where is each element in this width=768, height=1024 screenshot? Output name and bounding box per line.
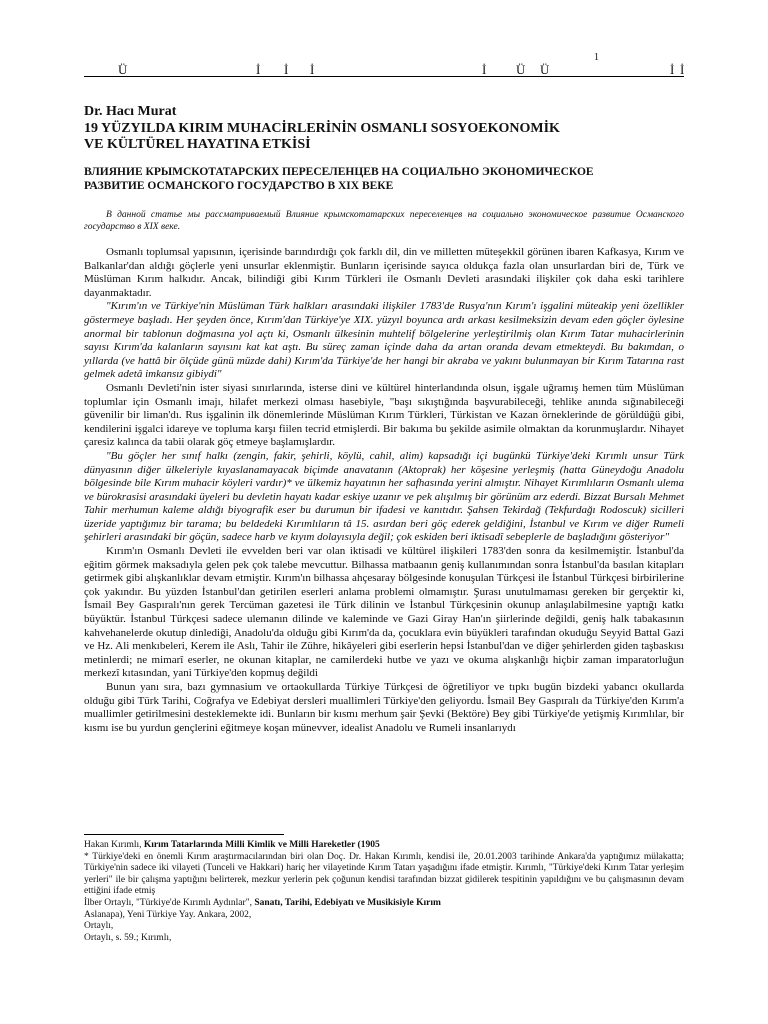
footnote: İlber Ortaylı, "Türkiye'de Kırımlı Aydınlar", Sanatı, Tarihi, Edebiyatı ve Musikisiyle Kırım [84,897,441,908]
article-body [84,246,684,735]
header-letter: İ [670,62,675,77]
footnote-rule [84,834,284,835]
russian-title-line: ВЛИЯНИЕ КРЫМСКОТАТАРСКИХ ПЕРЕСЕЛЕНЦЕВ НА СОЦИАЛЬНО ЭКОНОМИЧЕСКОЕ [84,166,594,178]
body-paragraph: Osmanlı toplumsal yapısının, içerisinde barındırdığı çok farklı dil, din ve milletten müteşekkil görünen ibaren Kafkasya, Kırım ve Balkanlar'dan aldığı göçlerle yeni unsurlar eklenmiştir. Bunların içerisinde sayıca oldukça fazla olan unsurlardan biri de, Türk ve Müslüman Kırım halkıdır. Ancak, bilindiği gibi Kırım Türkleri ile Osmanlı Devleti arasındaki ilişkiler çok daha eski tarihlere dayanmaktadır. [84,246,684,299]
body-paragraph: Osmanlı Devleti'nin ister siyasi sınırlarında, isterse dini ve kültürel hinterlandında olsun, işgale uğramış hemen tüm Müslüman toplumlar için Osmanlı imajı, hilafet merkezi olması hasebiyle, "başı sıkıştığında başvurabileceği, tehlike anında sığınabileceği güvenilir bir liman'dı. Rus işgalinin ilk dönemlerinde Müslüman Kırım Türkleri, Türkistan ve Kazan örneklerinde de görüldüğü gibi, kendilerini işgalci idareye ve topluma karşı fiilen tecrid etmişlerdi. Bir bakıma bu şekilde asimile olmaktan da korunmuşlardır. Nihayet çaresiz kalınca da tabii olarak göç etmeye başlamışlardır. [84,381,684,449]
header-letter: İ [284,62,289,77]
header-letter: İ [310,62,315,77]
footnote: Hakan Kırımlı, Kırım Tatarlarında Milli Kimlik ve Milli Hareketler (1905 [84,840,380,850]
footnote: Ortaylı, s. 59.; Kırımlı, [84,932,172,943]
header-letter: Ü [118,62,128,77]
footnote: Aslanapa), Yeni Türkiye Yay. Ankara, 2002, [84,909,252,920]
footnotes [84,840,684,944]
title-line: 19 YÜZYILDA KIRIM MUHACİRLERİNİN OSMANLI SOSYOEKONOMİK [84,121,560,136]
title-line: VE KÜLTÜREL HAYATINA ETKİSİ [84,137,311,152]
header-letter: İ [256,62,261,77]
quote-paragraph: "Bu göçler her sınıf halkı (zengin, fakir, şehirli, köylü, cahil, alim) kapsadığı içi bugünkü Türkiye'deki Kırımlı unsur Türk dünyasının diğer ülkeleriyle kıyaslanamayacak biçimde anavatanın (Aktoprak) her köşesine yerleşmiş (hatta Güneydoğu Anadolu bölgesinde bile Kırım muhacir köyleri vardır)* ve ülkemiz hayatının her safhasında yerini almıştır. Nihayet Kırımlıların Osmanlı ulema ve bürokrasisi arasındaki üyeleri bu devletin hayatı kadar eskiye uzanır ve pek alışılmış bir görünüm arz ederdi. Bizzat Bursalı Mehmet Tahir merhumun kaleme aldığı biyografik eser bu durumun bir ifadesi ve kanıtıdır. Şahsen Tekirdağ (Tekfurdağı Rodoscuk) sicilleri üzeride yaptığımız bir tarama; bu beldedeki Kırımlıların tâ 15. asırdan beri göç ederek geldiğini, İstanbul ve Kırım ve diğer Rumeli şehirleri arasındaki bir göçün, sadece harb ve kıyım dolayısıyla değil; çok eskiden beri iktisadî sebeplerle de başladığını gösteriyor" [84,449,684,544]
header-rule [84,76,684,77]
russian-title [84,165,684,193]
footnote: * Türkiye'deki en önemli Kırım araştırmacılarından biri olan Doç. Dr. Hakan Kırımlı, kendisi ile, 20.01.2003 tarihinde Ankara'da yaptığımız mülakatta; Türkiye'nin sadece iki vilayeti (Tunceli ve Hakkari) hariç her vilayetinde Kırım Tatarı yaşadığını ifade etmiştir. Kırımlı, "Türkiye'deki Kırım Tatar yerleşim yerleri" ile bir çalışma yaptığını belirterek, mezkur yerlerin pek çoğunun kendisi tarafından bizzat gidilerek tespitinin yapıldığını ve bu çalışmasının devam ettiğini ifade etmiş [84,851,684,897]
body-paragraph: Kırım'ın Osmanlı Devleti ile evvelden beri var olan iktisadi ve kültürel ilişkileri 1783'den sonra da kesilmemiştir. İstanbul'da eğitim görmek maksadıyla gelen pek çok talebe mevcuttur. Bilhassa matbaanın geniş kullanımından sonra İstanbul'da basılan kitapları getirmek gibi alışkanlıklar devam etmiştir. Kırım'ın bilhassa ahçesaray bölgesinde konuşulan Türkçesi ile İstanbul Türkçesi birbirilerine çok yakındır. Bu yüzden İstanbul'dan getirilen eserleri anlama problemi olmamıştır. Şurası unutulmaması gereken bir gerçektir ki, İsmail Bey Gaspıralı'nın gerek Tercüman gazetesi ile Türk dilinin ve İstanbul Türkçesinin okunup anlaşılabilmesine yaptığı katkı büyüktür. İstanbul Türkçesi sadece ulemanın dilinde ve kaleminde ve Gazi Giray Han'ın şiirlerinde değildi, geniş halk tabakasının kahvehanelerde okutup dinlediği, Anadolu'da olduğu gibi Kırım'da da, çocuklara evin büyükleri tarafından okuduğu Seyyid Battal Gazi ve Hz. Ali menkıbeleri, Kerem ile Aslı, Tahir ile Zühre, hikâyeleri gibi eserlerin hepsi İstanbul'dan ve diğer şehirlerden giden taşbaskısı metinlerdi; ne mimarî eserler, ne okunan kitaplar, ne camilerdeki hutbe ve yazı ve okuma alışkanlığı hiçbir zaman imparatorluğun merkezî kıtasından, yani Türkiye'den kopmuş değildi [84,545,684,680]
footnote: Ortaylı, [84,921,114,932]
article-title [84,121,684,153]
author-name: Dr. Hacı Murat [84,104,177,119]
header-letters [84,62,684,76]
russian-abstract: В данной статье мы рассматриваемый Влияние крымскотатарских переселенцев на социально экономическое развитие Османского государство в XIX веке. [84,210,684,232]
header-letter: İ [680,62,685,77]
header-letter: Ü [516,62,526,77]
quote-paragraph: "Kırım'ın ve Türkiye'nin Müslüman Türk halkları arasındaki ilişkiler 1783'de Rusya'nın Kırım'ı işgalini müteakip yeni özellikler göstermeye başladı. Her şeyden önce, Kırım'dan Türkiye'ye XIX. yüzyıl boyunca ardı arkası kesilmeksizin devam eden göçler öylesine anormal bir tablonun doğmasına yol açtı ki, Osmanlı ülkesinin muhtelif bölgelerine yerleştirilmiş olan Kırım Tatar muhacirlerinin sayısı Kırım'da kalanların sayısını kat kat aştı. Bu süreç zaman içinde daha da artan oranda devam etmekteydi. Bu bakımdan, o yıllarda (ve hattâ bir ölçüde günü müzde dahi) Kırım'da Türkiye'de her hangi bir akraba ve yakını bulunmayan bir Kırım Tatarına rast gelmek adetâ imkansız gibiydi" [84,300,684,381]
russian-title-line: РАЗВИТИЕ ОСМАНСКОГО ГОСУДАРСТВО В XIX ВЕКЕ [84,180,394,192]
header-letter: Ü [540,62,550,77]
header-letter: İ [482,62,487,77]
body-paragraph: Bunun yanı sıra, bazı gymnasium ve ortaokullarda Türkiye Türkçesi de öğretiliyor ve tıpkı bugün bizdeki yabancı okullarda olduğu gibi Türk Tarihi, Coğrafya ve Edebiyat dersleri muallimleri Türkiye'den geliyordu. İsmail Bey Gaspıralı da Türkiye'den Kırım'a muallimler getirilmesini desteklemekte idi. Bunların bir kısmı merhum şair Şevki (Bektöre) Bey gibi Türkiye'de yetişmiş Kırımlılar, bir kısmı ise bu yurdun gençlerini eğitmeye koşan münevver, idealist Anadolu ve Rumeli insanlarıydı [84,681,684,734]
page-marker: 1 [594,52,599,63]
